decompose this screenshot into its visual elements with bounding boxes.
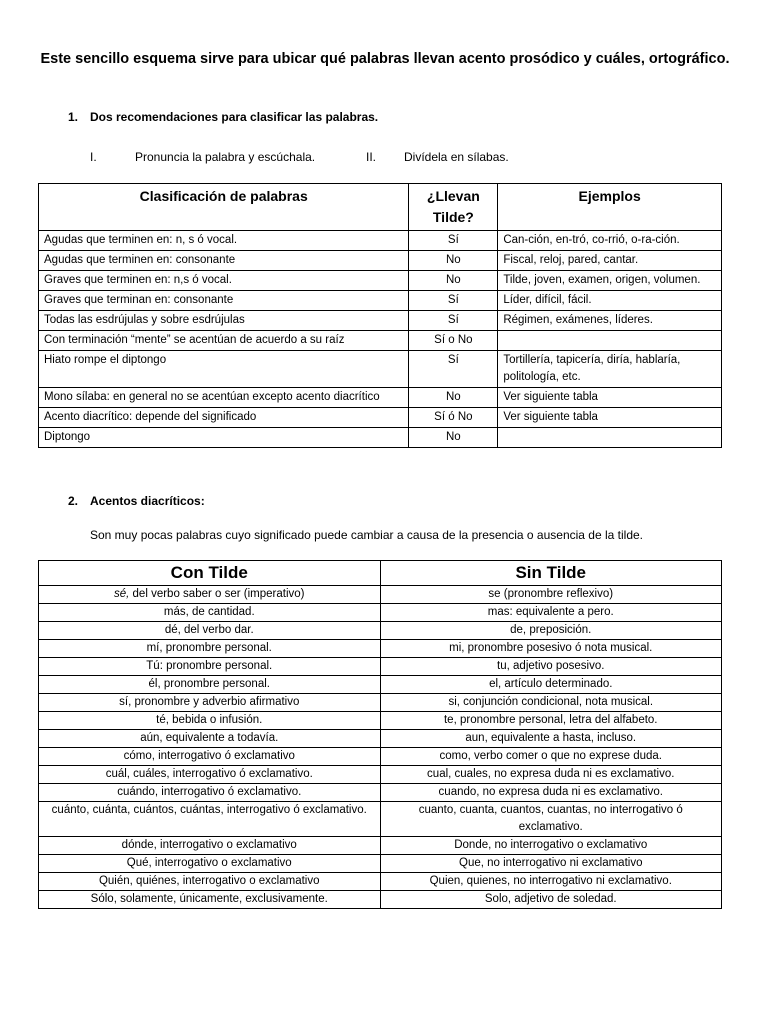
classification-cell: Diptongo (39, 428, 409, 448)
con-tilde-description: del verbo saber o ser (imperativo) (129, 588, 305, 600)
con-tilde-cell: cuál, cuáles, interrogativo ó exclamativo. (39, 766, 381, 784)
table-row (39, 748, 722, 766)
con-tilde-cell: Tú: pronombre personal. (39, 658, 381, 676)
diacritic-header-row (39, 561, 722, 586)
classification-header-row (39, 184, 722, 231)
recommendation-1-numeral: I. (90, 150, 97, 164)
tilde-cell: No (409, 428, 498, 448)
con-tilde-word: sé, (114, 588, 130, 600)
tilde-cell: Sí (409, 231, 498, 251)
section-1-heading (68, 110, 378, 124)
table-row (39, 658, 722, 676)
classification-cell: Acento diacrítico: depende del significado (39, 408, 409, 428)
table-row (39, 802, 722, 837)
sin-tilde-cell: Solo, adjetivo de soledad. (380, 891, 722, 909)
header-sin-tilde: Sin Tilde (380, 561, 722, 586)
examples-cell: Tortillería, tapicería, diría, hablaría, politología, etc. (498, 351, 722, 388)
classification-cell: Agudas que terminen en: n, s ó vocal. (39, 231, 409, 251)
sin-tilde-cell: Donde, no interrogativo o exclamativo (380, 837, 722, 855)
recommendation-1-text: Pronuncia la palabra y escúchala. (135, 150, 316, 164)
table-row (39, 676, 722, 694)
con-tilde-cell: té, bebida o infusión. (39, 712, 381, 730)
tilde-cell: Sí o No (409, 331, 498, 351)
table-row (39, 586, 722, 604)
table-row (39, 712, 722, 730)
table-row (39, 766, 722, 784)
con-tilde-cell: cómo, interrogativo ó exclamativo (39, 748, 381, 766)
classification-cell: Graves que terminen en: n,s ó vocal. (39, 271, 409, 291)
con-tilde-cell: Qué, interrogativo o exclamativo (39, 855, 381, 873)
tilde-cell: Sí (409, 311, 498, 331)
sin-tilde-cell: mi, pronombre posesivo ó nota musical. (380, 640, 722, 658)
header-con-tilde: Con Tilde (39, 561, 381, 586)
classification-cell: Graves que terminan en: consonante (39, 291, 409, 311)
examples-cell: Líder, difícil, fácil. (498, 291, 722, 311)
con-tilde-cell: Sólo, solamente, únicamente, exclusivamente. (39, 891, 381, 909)
classification-cell: Hiato rompe el diptongo (39, 351, 409, 388)
sin-tilde-cell: cuando, no expresa duda ni es exclamativo. (380, 784, 722, 802)
recommendation-2-text: Divídela en sílabas. (404, 150, 509, 164)
con-tilde-cell: aún, equivalente a todavía. (39, 730, 381, 748)
con-tilde-cell: dé, del verbo dar. (39, 622, 381, 640)
sin-tilde-cell: como, verbo comer o que no exprese duda. (380, 748, 722, 766)
classification-cell: Agudas que terminen en: consonante (39, 251, 409, 271)
classification-cell: Todas las esdrújulas y sobre esdrújulas (39, 311, 409, 331)
table-row (39, 855, 722, 873)
sin-tilde-cell: el, artículo determinado. (380, 676, 722, 694)
tilde-cell: Sí (409, 351, 498, 388)
examples-cell: Can-ción, en-tró, co-rrió, o-ra-ción. (498, 231, 722, 251)
sin-tilde-cell: si, conjunción condicional, nota musical. (380, 694, 722, 712)
document-title: Este sencillo esquema sirve para ubicar qué palabras llevan acento prosódico y cuáles, ortográfico. (40, 51, 730, 67)
sin-tilde-cell: aun, equivalente a hasta, incluso. (380, 730, 722, 748)
examples-cell: Ver siguiente tabla (498, 388, 722, 408)
tilde-cell: No (409, 388, 498, 408)
examples-cell: Fiscal, reloj, pared, cantar. (498, 251, 722, 271)
sin-tilde-cell: te, pronombre personal, letra del alfabeto. (380, 712, 722, 730)
header-clasificacion: Clasificación de palabras (39, 184, 409, 231)
examples-cell (498, 331, 722, 351)
table-row (39, 231, 722, 251)
table-row (39, 604, 722, 622)
classification-cell: Con terminación “mente” se acentúan de acuerdo a su raíz (39, 331, 409, 351)
header-ejemplos: Ejemplos (498, 184, 722, 231)
classification-table (38, 183, 722, 448)
table-row (39, 291, 722, 311)
table-row (39, 891, 722, 909)
section-1-text: Dos recomendaciones para clasificar las palabras. (90, 110, 379, 124)
con-tilde-cell (39, 586, 381, 604)
table-row (39, 331, 722, 351)
recommendation-2-numeral: II. (366, 150, 377, 164)
sin-tilde-cell: Que, no interrogativo ni exclamativo (380, 855, 722, 873)
table-row (39, 837, 722, 855)
sin-tilde-cell: se (pronombre reflexivo) (380, 586, 722, 604)
tilde-cell: Sí (409, 291, 498, 311)
table-row (39, 251, 722, 271)
section-1-number: 1. (68, 110, 79, 124)
sin-tilde-cell: tu, adjetivo posesivo. (380, 658, 722, 676)
con-tilde-cell: mí, pronombre personal. (39, 640, 381, 658)
examples-cell: Régimen, exámenes, líderes. (498, 311, 722, 331)
section-2-text: Acentos diacríticos: (90, 494, 205, 508)
diacritic-intro: Son muy pocas palabras cuyo significado puede cambiar a causa de la presencia o ausencia de la tilde. (90, 528, 644, 542)
con-tilde-cell: dónde, interrogativo o exclamativo (39, 837, 381, 855)
sin-tilde-cell: de, preposición. (380, 622, 722, 640)
table-row (39, 388, 722, 408)
table-row (39, 408, 722, 428)
tilde-cell: No (409, 271, 498, 291)
con-tilde-cell: más, de cantidad. (39, 604, 381, 622)
sin-tilde-cell: Quien, quienes, no interrogativo ni exclamativo. (380, 873, 722, 891)
table-row (39, 271, 722, 291)
sin-tilde-cell: cuanto, cuanta, cuantos, cuantas, no interrogativo ó exclamativo. (380, 802, 722, 837)
section-2-number: 2. (68, 494, 79, 508)
con-tilde-cell: Quién, quiénes, interrogativo o exclamativo (39, 873, 381, 891)
table-row (39, 428, 722, 448)
classification-cell: Mono sílaba: en general no se acentúan excepto acento diacrítico (39, 388, 409, 408)
tilde-cell: No (409, 251, 498, 271)
table-row (39, 622, 722, 640)
sin-tilde-cell: mas: equivalente a pero. (380, 604, 722, 622)
table-row (39, 351, 722, 388)
examples-cell: Ver siguiente tabla (498, 408, 722, 428)
header-llevan-tilde: ¿Llevan Tilde? (409, 184, 498, 231)
table-row (39, 784, 722, 802)
con-tilde-cell: cuándo, interrogativo ó exclamativo. (39, 784, 381, 802)
table-row (39, 694, 722, 712)
con-tilde-cell: cuánto, cuánta, cuántos, cuántas, interrogativo ó exclamativo. (39, 802, 381, 837)
con-tilde-cell: sí, pronombre y adverbio afirmativo (39, 694, 381, 712)
table-row (39, 640, 722, 658)
examples-cell: Tilde, joven, examen, origen, volumen. (498, 271, 722, 291)
section-2-heading (68, 494, 205, 508)
diacritic-table (38, 560, 722, 909)
tilde-cell: Sí ó No (409, 408, 498, 428)
table-row (39, 873, 722, 891)
sin-tilde-cell: cual, cuales, no expresa duda ni es exclamativo. (380, 766, 722, 784)
examples-cell (498, 428, 722, 448)
table-row (39, 730, 722, 748)
table-row (39, 311, 722, 331)
con-tilde-cell: él, pronombre personal. (39, 676, 381, 694)
